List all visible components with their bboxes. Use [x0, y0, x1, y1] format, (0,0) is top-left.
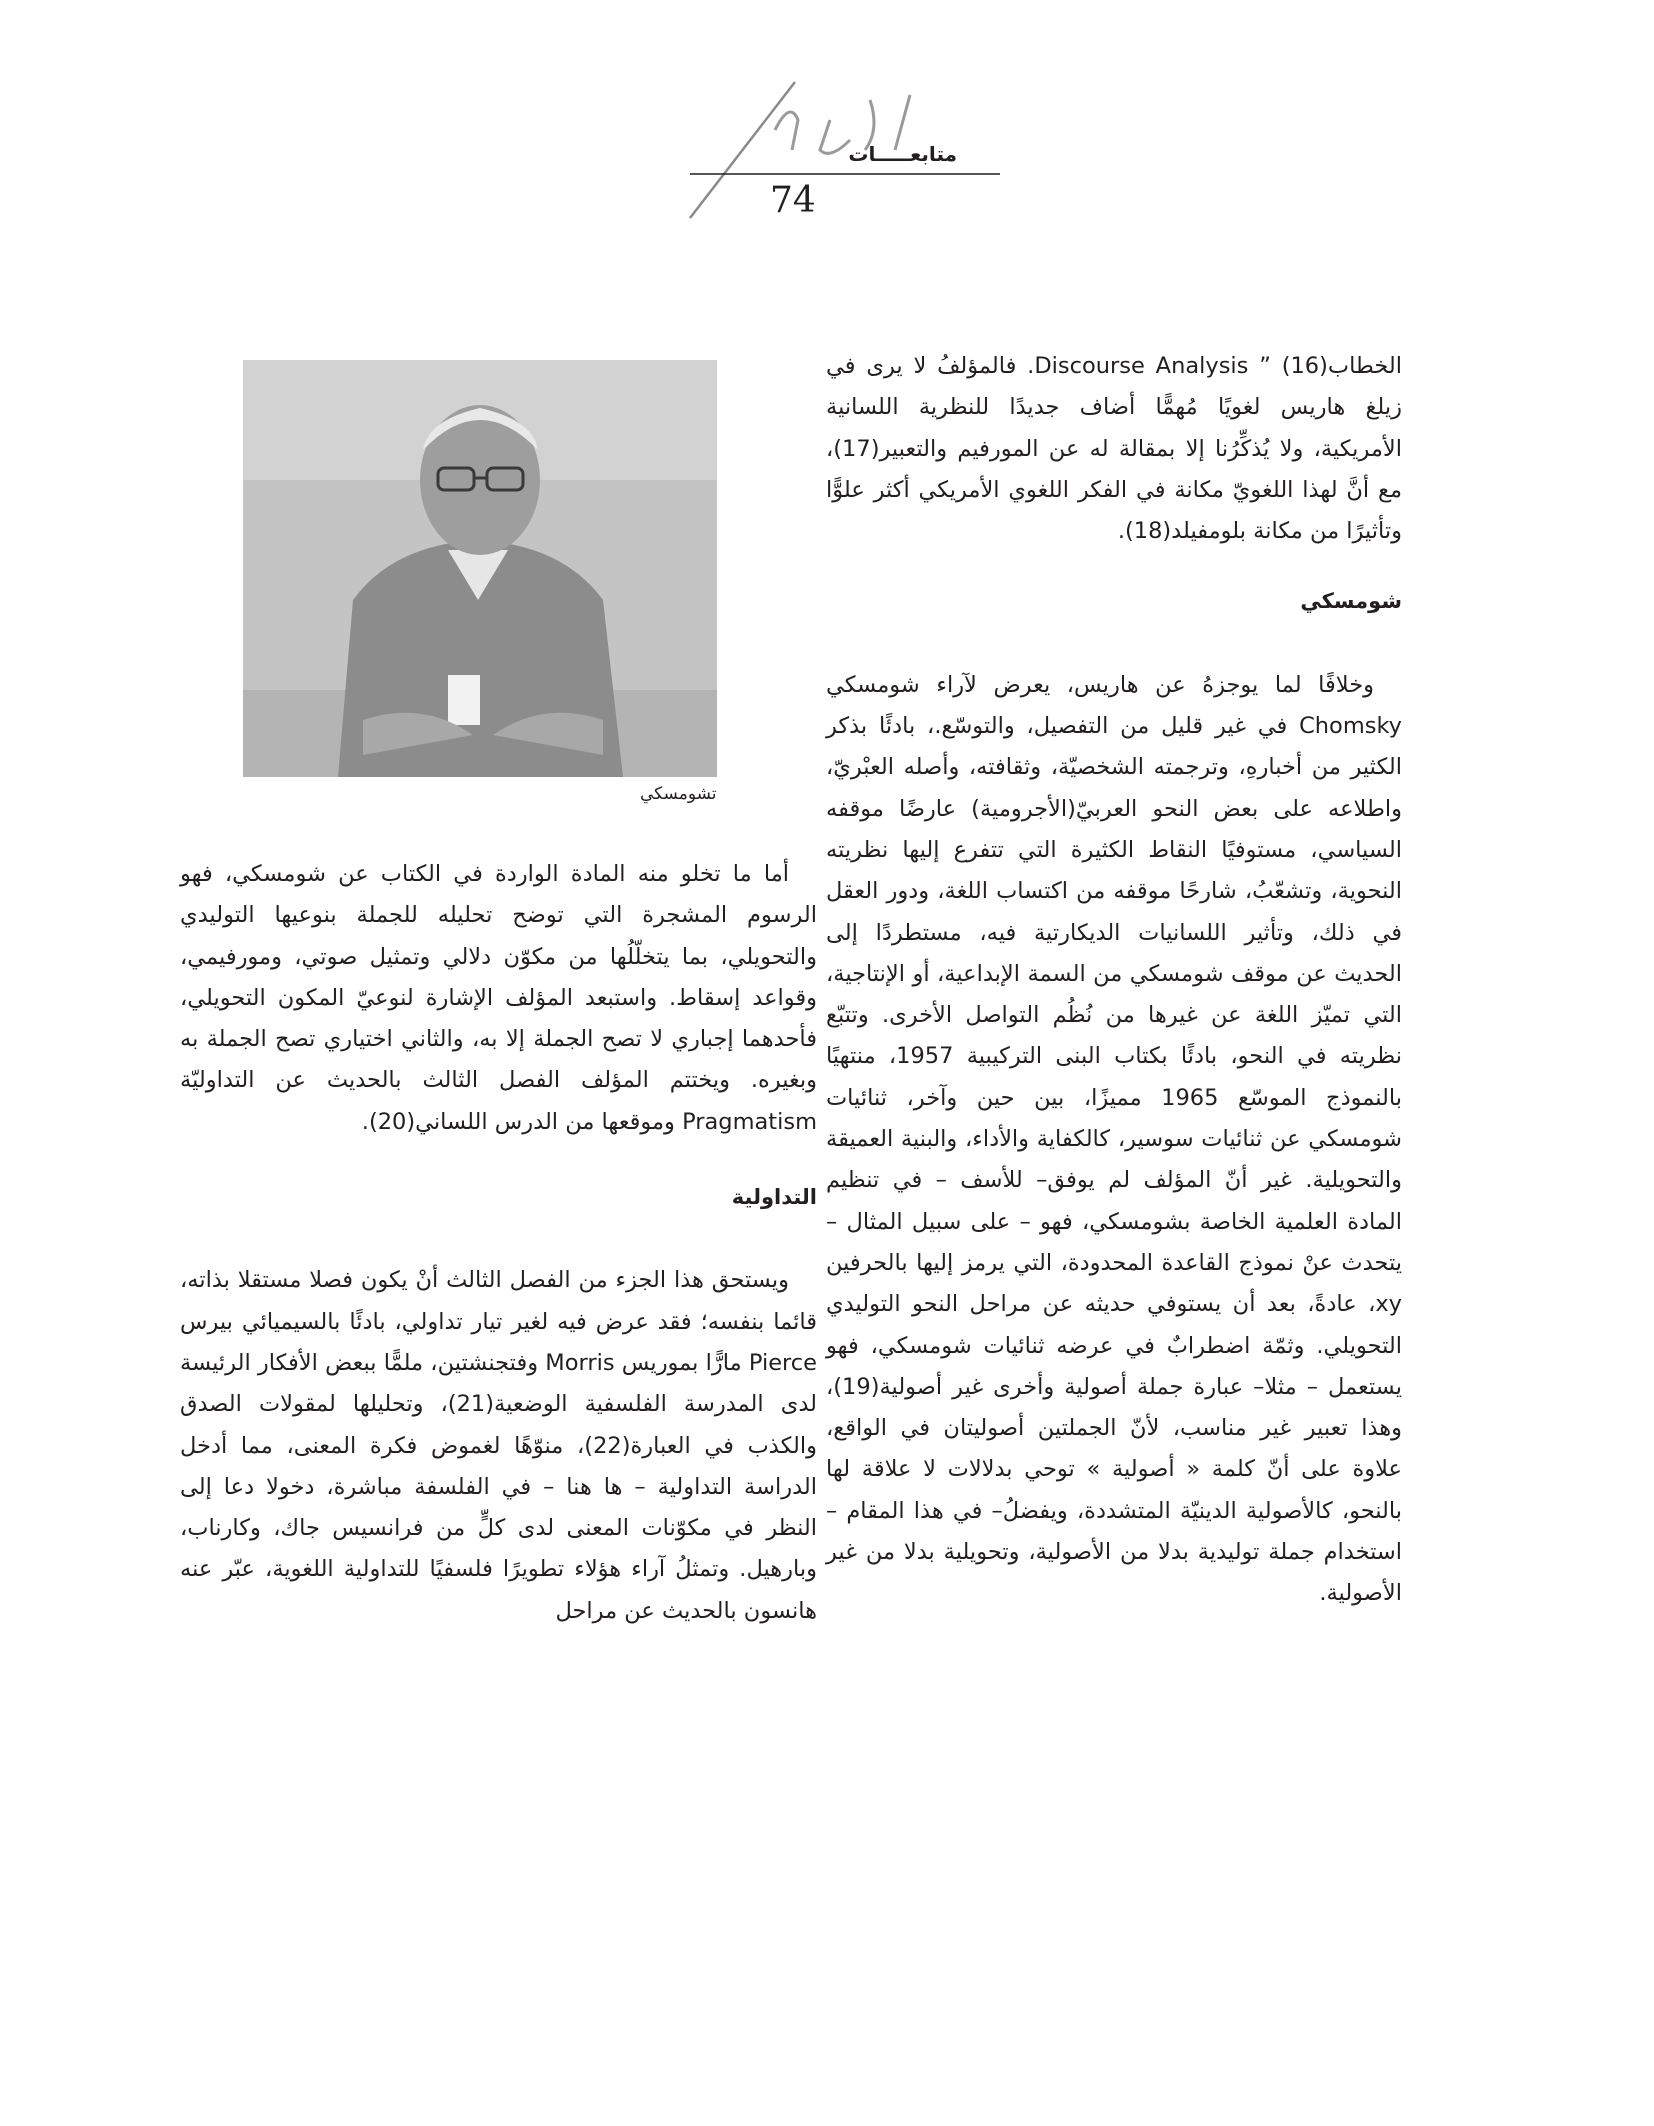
section-name: متابعـــــات [848, 142, 957, 166]
left-column [180, 854, 817, 1632]
right-paragraph-2: وخلافًا لما يوجزهُ عن هاريس، يعرض لآراء شومسكي Chomsky في غير قليل من التفصيل، والتوسّع.، بادئًا بذكر الكثير من أخبارهِ، وترجمته الشخصيّة، وثقافته، وأصله العبْريّ، واطلاعه على بعض النحو العربيّ(الأجرومية) عارضًا موقفه السياسي، مستوفيًا النقاط الكثيرة التي تتفرع إليها نظريته النحوية، وتشعّبُ، شارحًا موقفه من اكتساب اللغة، ودور العقل في ذلك، وتأثير اللسانيات الديكارتية فيه، مستطردًا إلى الحديث عن موقف شومسكي من السمة الإبداعية، أو الإنتاجية، التي تميّز اللغة عن غيرها من نُظُم التواصل الأخرى. وتتبّع نظريته في النحو، بادئًا بكتاب البنى التركيبية 1957، منتهيًا بالنموذج الموسّع 1965 مميزًا، بين حين وآخر، ثنائيات شومسكي عن ثنائيات سوسير، كالكفاية والأداء، والبنية العميقة والتحويلية. غير أنّ المؤلف لم يوفق– للأسف – في تنظيم المادة العلمية الخاصة بشومسكي، فهو – على سبيل المثال – يتحدث عنْ نموذج القاعدة المحدودة، التي يرمز إليها بالحرفين xy، عادةً، بعد أن يستوفي حديثه عن مراحل النحو التوليدي التحويلي. وثمّة اضطرابٌ في عرضه ثنائيات شومسكي، فهو يستعمل – مثلا– عبارة جملة أصولية وأخرى غير أصولية(19)، وهذا تعبير غير مناسب، لأنّ الجملتين أصوليتان في الواقع، علاوة على أنّ كلمة « أصولية » توحي بدلالات لا علاقة لها بالنحو، كالأصولية الدينيّة المتشددة، ويفضلُ– في هذا المقام – استخدام جملة توليدية بدلا من الأصولية، وتحويلية بدلا من غير الأصولية. [826, 671, 1402, 1607]
page-number: 74 [770, 180, 816, 221]
right-paragraph-1: الخطابDiscourse Analysis ” (16). فالمؤلفُ لا يرى في زيلغ هاريس لغويًا مُهمًّا أضاف جديدًا للنظرية اللسانية الأمريكية، ولا يُذكِّرُنا إلا بمقالة له عن المورفيم والتعبير(17)، مع أنَّ لهذا اللغويّ مكانة في الفكر اللغوي الأمريكي أكثر علوًّا وتأثيرًا من مكانة بلومفيلد(18). [826, 353, 1403, 545]
right-column [826, 346, 1402, 1615]
section-heading-chomsky: شومسكي [1300, 589, 1402, 614]
portrait-image [243, 360, 717, 777]
page-header [680, 80, 1000, 240]
photo-caption: تشومسكي [640, 784, 717, 804]
left-paragraph-2: ويستحق هذا الجزء من الفصل الثالث أنْ يكون فصلا مستقلا بذاته، قائما بنفسه؛ فقد عرض فيه لغير تيار تداولي، بادئًا بالسيميائي بيرس Pierce مارًّا بموريس Morris وفتجنشتين، ملمًّا ببعض الأفكار الرئيسة لدى المدرسة الفلسفية الوضعية(21)، وتحليلها لمقولات الصدق والكذب في العبارة(22)، منوّهًا لغموض فكرة المعنى، مما أدخل الدراسة التداولية – ها هنا – في الفلسفة مباشرة، دخولا دعا إلى النظر في مكوّنات المعنى لدى كلٍّ من فرانسيس جاك، وكارناب، وبارهيل. وتمثلُ آراء هؤلاء تطويرًا فلسفيًا للتداولية اللغوية، عبّر عنه هانسون بالحديث عن مراحل [180, 1267, 818, 1624]
section-heading-pragmatics: التداولية [731, 1185, 817, 1210]
chomsky-photo [243, 360, 717, 777]
left-paragraph-1: أما ما تخلو منه المادة الواردة في الكتاب عن شومسكي، فهو الرسوم المشجرة التي توضح تحليله للجملة بنوعيها التوليدي والتحويلي، بما يتخلّلُها من مكوّن دلالي وتمثيل صوتي، ومورفيمي، وقواعد إسقاط. واستبعد المؤلف الإشارة لنوعيّ المكون التحويلي، فأحدهما إجباري لا تصح الجملة إلا به، والثاني اختياري تصح الجملة به وبغيره. ويختتم المؤلف الفصل الثالث بالحديث عن التداوليّة Pragmatism وموقعها من الدرس اللساني(20). [180, 861, 817, 1135]
